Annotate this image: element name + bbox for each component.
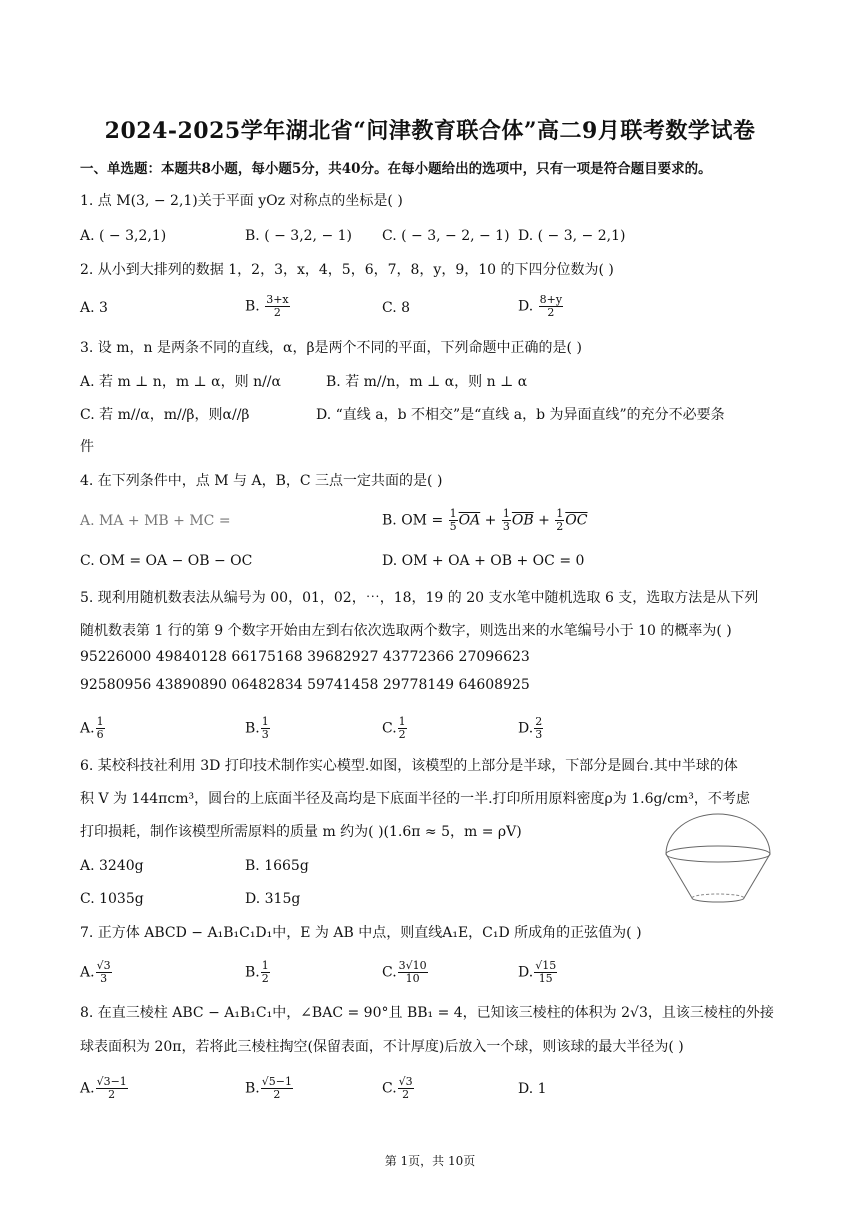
q8-option-a: A. $\frac{√3-1}{2}$	[80, 1075, 127, 1101]
q2-option-d-fraction: $\frac{8+y}{2}$	[539, 293, 563, 319]
page-footer: 第 1页，共 10页	[384, 1154, 476, 1168]
q2-option-b-label: B.	[245, 298, 260, 315]
q5-random-table-row1: 95226000 49840128 66175168 39682927 43772366 27096623	[80, 649, 530, 665]
q1-stem: 1. 点 M(3, − 2,1)关于平面 yOz 对称点的坐标是( )	[80, 193, 403, 209]
q3-option-d-continued: 件	[80, 439, 94, 455]
q5-option-c: C. $\frac{1}{2}$	[382, 715, 406, 741]
q4-option-b-frac2: $\frac{1}{3}$	[502, 507, 510, 533]
q7-option-a: A. $\frac{√3}{3}$	[80, 959, 111, 985]
exam-title: 2024-2025学年湖北省“问津教育联合体”高二9月联考数学试卷	[104, 118, 756, 144]
q6-stem-line1: 6. 某校科技社利用 3D 打印技术制作实心模型.如图，该模型的上部分是半球，下部分是圆台.其中半球的体	[80, 758, 738, 774]
q6-stem-line3: 打印损耗，制作该模型所需原料的质量 m 约为( )(1.6π ≈ 5，m = ρV)	[80, 824, 522, 840]
q3-option-c: C. 若 m//α，m//β，则α//β	[80, 407, 250, 423]
q4-option-b: B. OM = $\frac{1}{5}$ $\overline{OA}$ + $\frac{1}{3}$ $\overline{OB}$ + $\frac{1}{2}$ $\overline{OC}$	[382, 507, 588, 533]
q1-option-b: B. ( − 3,2, − 1)	[245, 228, 352, 244]
q2-option-d-label: D.	[518, 298, 534, 315]
q3-option-d: D. “直线 a，b 不相交”是“直线 a，b 为异面直线”的充分不必要条	[316, 407, 725, 423]
q3-stem: 3. 设 m，n 是两条不同的直线，α，β是两个不同的平面，下列命题中正确的是( )	[80, 340, 582, 356]
q2-option-b	[245, 294, 291, 319]
q5-stem-line1: 5. 现利用随机数表法从编号为 00，01，02，⋯，18，19 的 20 支水笔中随机选取 6 支，选取方法是从下列	[80, 590, 759, 606]
q4-stem: 4. 在下列条件中，点 M 与 A，B，C 三点一定共面的是( )	[80, 473, 443, 489]
q6-option-a: A. 3240g	[80, 858, 144, 874]
q1-option-a: A. ( − 3,2,1)	[80, 228, 167, 244]
q2-option-c: C. 8	[382, 300, 411, 316]
q4-option-d: D. OM + OA + OB + OC = 0	[382, 553, 585, 569]
q4-option-a: A. MA + MB + MC =	[80, 513, 231, 529]
q2-stem: 2. 从小到大排列的数据 1，2，3，x，4，5，6，7，8，y，9，10 的下四分位数为( )	[80, 262, 614, 278]
q7-option-b: B. $\frac{1}{2}$	[245, 959, 269, 985]
q3-option-a: A. 若 m ⊥ n，m ⊥ α，则 n//α	[80, 374, 281, 390]
q6-option-d: D. 315g	[245, 891, 301, 907]
q5-random-table-row2: 92580956 43890890 06482834 59741458 29778149 64608925	[80, 677, 530, 693]
q8-stem-line1: 8. 在直三棱柱 ABC − A₁B₁C₁中，∠BAC = 90°且 BB₁ = 4，已知该三棱柱的体积为 2√3，且该三棱柱的外接	[80, 1005, 774, 1021]
q7-option-c: C. $\frac{3√10}{10}$	[382, 959, 427, 985]
q5-option-b: B. $\frac{1}{3}$	[245, 715, 269, 741]
q6-option-b: B. 1665g	[245, 858, 309, 874]
q6-option-c: C. 1035g	[80, 891, 144, 907]
q7-stem: 7. 正方体 ABCD − A₁B₁C₁D₁中，E 为 AB 中点，则直线A₁E，C₁D 所成角的正弦值为( )	[80, 925, 642, 941]
q2-option-a: A. 3	[80, 300, 108, 316]
q8-option-d: D. 1	[518, 1081, 547, 1097]
q5-stem-line2: 随机数表第 1 行的第 9 个数字开始由左到右依次选取两个数字，则选出来的水笔编号小于 10 的概率为( )	[80, 623, 732, 639]
q3-option-b: B. 若 m//n，m ⊥ α，则 n ⊥ α	[326, 374, 528, 390]
section-heading: 一、单选题：本题共8小题，每小题5分，共40分。在每小题给出的选项中，只有一项是符合题目要求的。	[80, 161, 712, 177]
q5-option-a: A. $\frac{1}{6}$	[80, 715, 104, 741]
hemisphere-frustum-figure	[660, 812, 776, 908]
q6-stem-line2: 积 V 为 144πcm³，圆台的上底面半径及高均是下底面半径的一半.打印所用原料密度ρ为 1.6g/cm³，不考虑	[80, 791, 750, 807]
q4-option-c: C. OM = OA − OB − OC	[80, 553, 253, 569]
q7-option-d: D. $\frac{√15}{15}$	[518, 959, 557, 985]
q4-option-b-lhs: B. OM =	[382, 512, 448, 529]
q8-option-b: B. $\frac{√5-1}{2}$	[245, 1075, 292, 1101]
q8-stem-line2: 球表面积为 20π，若将此三棱柱掏空(保留表面，不计厚度)后放入一个球，则该球的最大半径为( )	[80, 1039, 684, 1055]
q5-option-d: D. $\frac{2}{3}$	[518, 715, 543, 741]
q8-option-c: C. $\frac{√3}{2}$	[382, 1075, 413, 1101]
q1-option-d: D. ( − 3, − 2,1)	[518, 228, 626, 244]
q4-option-b-frac3: $\frac{1}{2}$	[556, 507, 564, 533]
q4-option-b-frac1: $\frac{1}{5}$	[449, 507, 457, 533]
q1-option-c: C. ( − 3, − 2, − 1)	[382, 228, 510, 244]
q2-option-d	[518, 294, 564, 319]
q2-option-b-fraction: $\frac{3+x}{2}$	[266, 293, 289, 319]
